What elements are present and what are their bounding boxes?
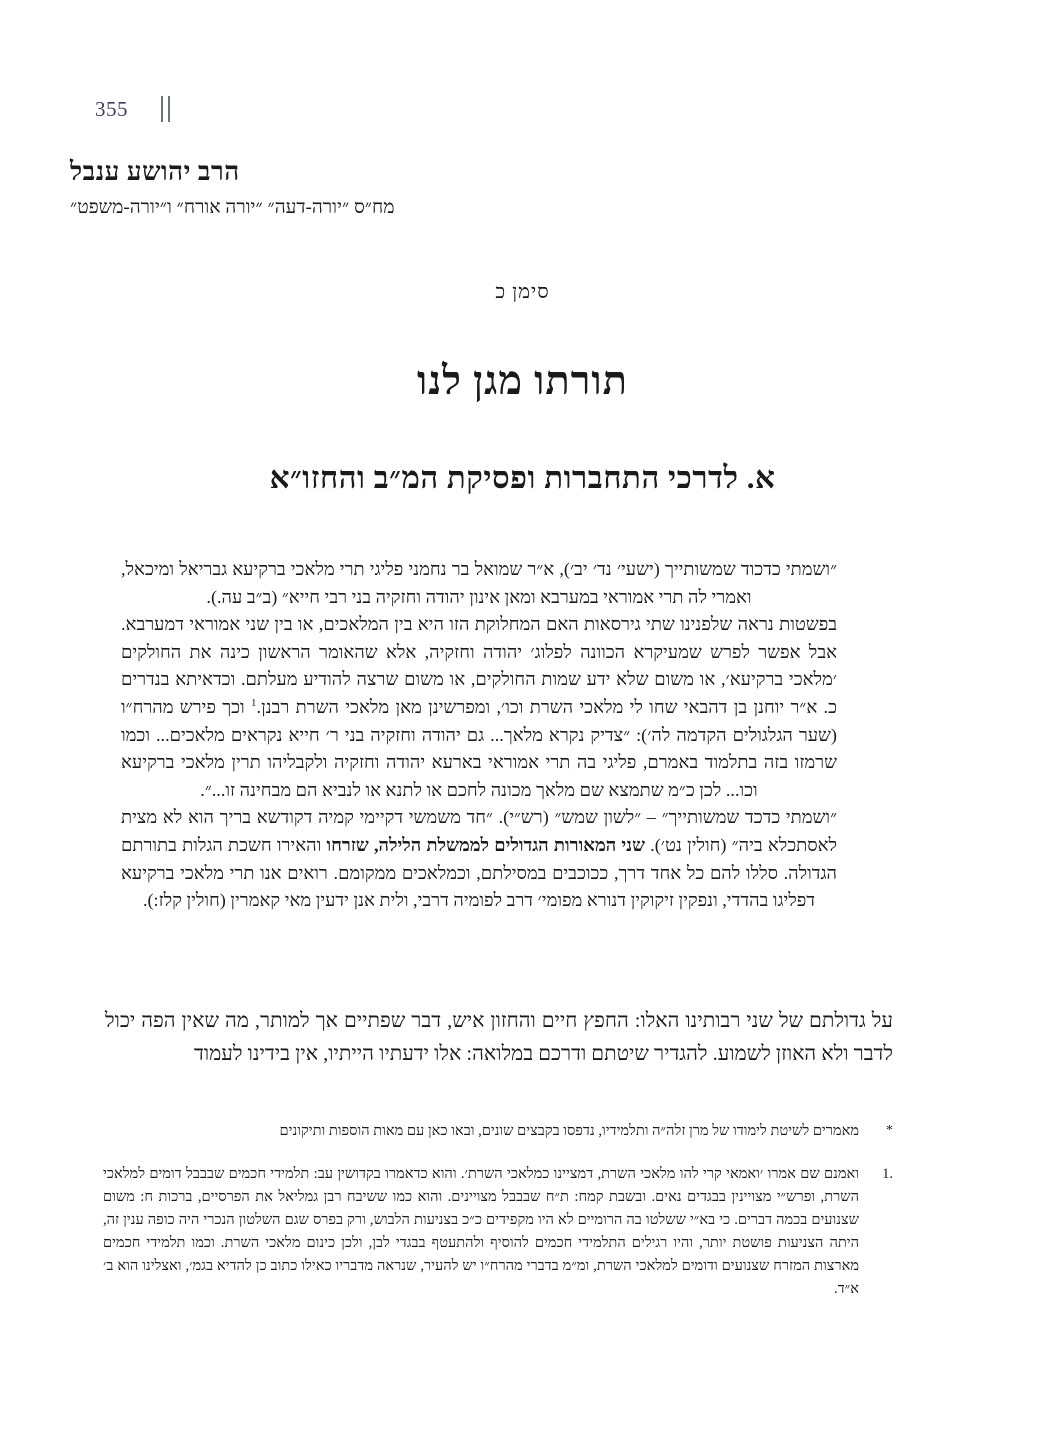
footnote-marker-1: .1 — [882, 1166, 893, 1182]
body-paragraph-3 — [121, 804, 837, 914]
paragraph-3-segment-b: והאירו חשכת הגלות בתורתם הגדולה. סללו להם כל אחד דרך, ככוכבים במסילתם, וכמלאכים ממקומם. רואים אנו תרי מלאכי ברקיעא דפליגו בהדדי, ונפקין זיקוקין דנורא מפומי׳ דרב לפומיה דרבי, ולית אנן ידעין מאי קאמרין (חולין קלז:). — [121, 834, 837, 911]
siman-label: סימן כ — [495, 281, 550, 303]
page-title: תורתו מגן לנו — [417, 357, 628, 403]
footnote-text-asterisk: מאמרים לשיטת לימודו של מרן זלה״ה ותלמידיו, נדפסו בקבצים שונים, ובאו כאן עם מאות הוספות ותיקונים — [279, 1123, 859, 1139]
emphasis-paragraph: על גדולתם של שני רבותינו האלו: החפץ חיים והחזון איש, דבר שפתיים אך למותר, מה שאין הפה יכול לדבר ולא האוזן לשמוע. להגדיר שיטתם ודרכם במלואה: אלו ידעתיו הייתיו, אין בידינו לעמוד — [105, 1010, 893, 1065]
body-paragraph-1: ״ושמתי כדכוד שמשותייך (ישעי׳ נד׳ יב׳), א״ר שמואל בר נחמני פליגי תרי מלאכי ברקיעא גבריאל ומיכאל, ואמרי לה תרי אמוראי במערבא ומאן אינון יהודה וחזקיה בני רבי חייא״ (ב״ב עה.). — [121, 559, 837, 607]
footnote-asterisk — [103, 1120, 893, 1143]
running-head — [95, 96, 170, 122]
paragraph-3-bold-phrase: שני המאורות הגדולים לממשלת הלילה, שזרחו — [326, 834, 645, 855]
author-subtitle: מח״ס ״יורה-דעה״ ״יורה אורח״ ו״יורה-משפט״ — [70, 196, 395, 218]
paragraph-2-segment-a: בפשטות נראה שלפנינו שתי גירסאות האם המחלוקת הזו היא בין המלאכים, או בין שני אמוראי דמערבא. אבל אפשר לפרש שמעיקרא הכוונה לפלוג׳ יהודה וחזקיה, אלא שהאומר הראשון כינה את החולקים ׳מלאכי ברקיעא׳, או משום שלא ידע שמות החולקים, או משום שרצה להודיע מעלתם. וכדאיתא בנדרים כ. א״ר יוחנן בן דהבאי שחו לי מלאכי השרת וכו׳, ומפרשינן מאן מלאכי השרת רבנן. — [121, 614, 837, 717]
author-block — [70, 155, 950, 220]
footnote-text-1: ואמנם שם אמרו ׳ואמאי קרי להו מלאכי השרת, דמציינו כמלאכי השרת׳. והוא כדאמרו בקדושין עב: תלמידי חכמים שבבבל דומים למלאכי השרת, ופרש״י מצויינין בבגדים נאים. ובשבת קמח: ת״ח שבבבל מצויינים. והוא כמו ששיבח רבן גמליאל את הפרסיים, ברכות ח: משום שצנועים בכמה דברים. כי בא״י ששלטו בה הרומיים לא היו מקפידים כ״כ בצניעות הלבוש, ורק בפרס שגם השלטון הנכרי היה כופה ענין זה, היתה הצניעות פושטת יותר, והיו רגילים התלמידי חכמים להוסיף ולהתעטף בבגדי לבן, ולכן כינום מלאכי השרת. וכמו תלמידי חכמים מארצות המזרח שצנועים ודומים למלאכי השרת, ומ״מ בדברי מהרח״ו יש להעיר, שנראה מדבריו כאילו כתוב כן להדיא בגמ׳, ואצלינו הוא ב׳ א״ד. — [103, 1166, 859, 1297]
double-rule-icon — [161, 96, 170, 122]
body-paragraph-2 — [121, 611, 837, 804]
page-number: 355 — [95, 96, 128, 121]
author-name: הרב יהושע ענבל — [70, 157, 240, 186]
paragraph-2-segment-b: וכך פירש מהרח״ו (שער הגלגולים הקדמה לה׳): ״צדיק נקרא מלאך... גם יהודה וחזקיה בני ר׳ חייא נקראים מלאכים... וכמו שרמזו בזה בתלמוד באמרם, פליגי בה תרי אמוראי בארעא יהודה וחזקיה ולקבליהו תרין מלאכי ברקיעא וכו... לכן כ״מ שתמצא שם מלאך מכונה לחכם או לתנא או לנביא הם מבחינה זו...״. — [121, 696, 837, 800]
body-text-column — [121, 556, 837, 915]
footnote-marker-asterisk: * — [886, 1123, 893, 1138]
footnote-one — [103, 1163, 893, 1301]
paragraph-3-segment-a: ״ושמתי כדכד שמשותייך״ – ״לשון שמש״ (רש״י). ״חד משמשי דקיימי קמיה דקודשא בריך הוא לא מצית לאסתכלא ביה״ (חולין נט׳). — [121, 807, 837, 855]
footnote-ref-1[interactable]: 1 — [251, 696, 257, 709]
section-heading: א. לדרכי התחברות ופסיקת המ״ב והחזו״א — [269, 459, 776, 495]
